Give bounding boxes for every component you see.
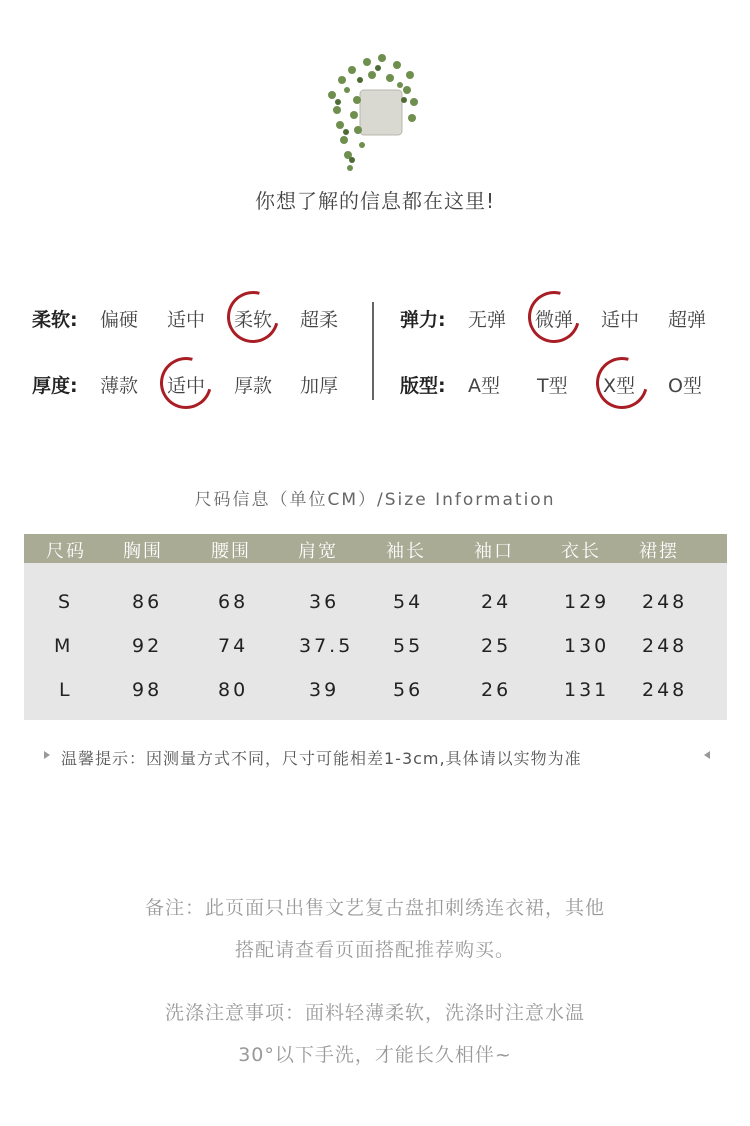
table-cell: 74 bbox=[218, 635, 249, 657]
table-cell: 92 bbox=[132, 635, 163, 657]
triangle-left-icon bbox=[704, 751, 710, 759]
table-cell: 86 bbox=[132, 591, 163, 613]
table-cell: 131 bbox=[564, 679, 610, 701]
column-header: 衣长 bbox=[561, 541, 601, 562]
softness-option: 偏硬 bbox=[100, 309, 139, 331]
table-cell: M bbox=[54, 635, 74, 657]
softness-label: 柔软: bbox=[32, 309, 78, 331]
table-cell: L bbox=[59, 679, 73, 701]
thickness-option-selected: 适中 bbox=[167, 375, 206, 397]
column-header: 肩宽 bbox=[298, 541, 338, 562]
size-table-header bbox=[24, 534, 727, 563]
softness-option-selected: 柔软 bbox=[234, 309, 273, 331]
table-cell: S bbox=[58, 591, 74, 613]
table-cell: 98 bbox=[132, 679, 163, 701]
table-cell: 248 bbox=[642, 679, 688, 701]
elasticity-option-selected: 微弹 bbox=[535, 309, 574, 331]
table-cell: 56 bbox=[393, 679, 424, 701]
table-cell: 130 bbox=[564, 635, 610, 657]
fit-option: T型 bbox=[537, 375, 568, 397]
thickness-option: 加厚 bbox=[300, 375, 339, 397]
table-cell: 80 bbox=[218, 679, 249, 701]
elasticity-label: 弹力: bbox=[400, 309, 446, 331]
triangle-right-icon bbox=[44, 751, 50, 759]
washing-note-line: 30°以下手洗，才能长久相伴~ bbox=[238, 1044, 512, 1066]
table-cell: 37.5 bbox=[299, 635, 354, 657]
elasticity-option: 超弹 bbox=[668, 309, 707, 331]
column-header: 裙摆 bbox=[639, 541, 679, 562]
column-header: 袖长 bbox=[386, 541, 426, 562]
vertical-divider bbox=[372, 302, 374, 400]
table-cell: 55 bbox=[393, 635, 424, 657]
thickness-option: 薄款 bbox=[100, 375, 139, 397]
table-cell: 25 bbox=[481, 635, 512, 657]
table-cell: 24 bbox=[481, 591, 512, 613]
column-header: 尺码 bbox=[46, 541, 86, 562]
elasticity-option: 适中 bbox=[601, 309, 640, 331]
table-cell: 36 bbox=[309, 591, 340, 613]
softness-option: 超柔 bbox=[300, 309, 339, 331]
size-table-title: 尺码信息（单位CM）/Size Information bbox=[194, 490, 556, 510]
table-cell: 248 bbox=[642, 591, 688, 613]
tip-text: 温馨提示：因测量方式不同，尺寸可能相差1-3cm,具体请以实物为准 bbox=[61, 749, 582, 768]
table-cell: 54 bbox=[393, 591, 424, 613]
fit-option: A型 bbox=[468, 375, 500, 397]
table-cell: 26 bbox=[481, 679, 512, 701]
table-cell: 129 bbox=[564, 591, 610, 613]
column-header: 腰围 bbox=[211, 541, 251, 562]
note-line: 搭配请查看页面搭配推荐购买。 bbox=[234, 939, 515, 961]
thickness-label: 厚度: bbox=[32, 375, 78, 397]
column-header: 胸围 bbox=[123, 541, 163, 562]
fit-option-selected: X型 bbox=[603, 375, 636, 397]
elasticity-option: 无弹 bbox=[468, 309, 507, 331]
table-cell: 39 bbox=[309, 679, 340, 701]
size-table-body bbox=[24, 563, 727, 720]
note-line: 备注：此页面只出售文艺复古盘扣刺绣连衣裙，其他 bbox=[144, 897, 605, 919]
washing-note-line: 洗涤注意事项：面料轻薄柔软，洗涤时注意水温 bbox=[164, 1002, 585, 1024]
thickness-option: 厚款 bbox=[234, 375, 273, 397]
softness-option: 适中 bbox=[167, 309, 206, 331]
column-header: 袖口 bbox=[474, 541, 514, 562]
fit-option: O型 bbox=[668, 375, 702, 397]
page-heading: 你想了解的信息都在这里! bbox=[254, 189, 496, 213]
table-cell: 248 bbox=[642, 635, 688, 657]
fit-label: 版型: bbox=[400, 375, 446, 397]
hanging-plant-image bbox=[312, 40, 432, 180]
table-cell: 68 bbox=[218, 591, 249, 613]
